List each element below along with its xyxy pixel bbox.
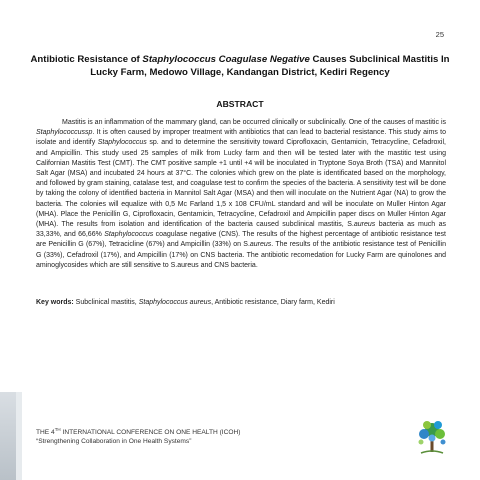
- abstract-italic-2: Staphylococcus: [97, 139, 147, 147]
- keywords: [36, 298, 446, 308]
- abstract-text-3: sp. and to determine the sensitivity toward Ciprofloxacin, Gentamicin, Tetracycline, Cefadroxil, and Ampicillin. This study used 25 samples of milk from Lucky farm and then will be tested later with the mastitic test using Californian Mastitis Test (CMT). The CMT positive sample +1 until +4 will be inoculated in Tryptone Soya Broth (TSA) and Mannitol Salt Agar (MSA) and incubated 24 hours at 37°C. The colonies which grew on the plate is identificated based on the morphology, and followed by gram staining, catalase test, and coagulase test to confirm the species of the bacteria. A sensitivity test will be done by taking the colony of identified bacteria in Mannitol Salt Agar (MSA) and then will inoculate on the Nutrient Agar (NA) to grow the bacteria. The colonies will equalize with 0,5 Mc Farland 1,5 x 108 CFU/mL standard and will be inoculate on Muller Hinton Agar (MHA). Place the Penicillin G, Ciprofloxacin, Gentamicin, Tetracycline, Cefadroxil and Ampicillin paper discs on Muller Hinton Agar (MHA). The results from isolation and identification of the bacteria caused subclinical mastitis, S.: [36, 139, 446, 229]
- keywords-label: Key words:: [36, 299, 74, 306]
- keywords-text-2: , Antibiotic resistance, Diary farm, Kediri: [211, 299, 335, 306]
- conference-name-post: INTERNATIONAL CONFERENCE ON ONE HEALTH (ICOH): [60, 429, 241, 436]
- conference-name-sup: TH: [54, 426, 61, 432]
- abstract-heading: ABSTRACT: [216, 99, 264, 109]
- title-organism: Staphylococcus Coagulase Negative: [142, 54, 310, 65]
- conference-footer: [36, 428, 366, 446]
- conference-name-pre: THE 4: [36, 429, 55, 436]
- keywords-italic: Staphylococcus aureus: [138, 299, 212, 306]
- keywords-text-1: Subclinical mastitis,: [73, 299, 139, 306]
- abstract-italic-5: aureus: [249, 241, 272, 249]
- abstract-text-5: coagulase negative (CNS). The results of the highest percentage of antibiotic resistance test are Penicillin G (67%), Tetracicline (67%) and Ampicillin (33%) on S.: [36, 231, 446, 249]
- footer-decor-strip-light: [16, 392, 22, 480]
- abstract-text-1: Mastitis is an inflammation of the mammary gland, can be occurred clinically or subclinically. One of the causes of mastitic is: [62, 119, 446, 126]
- conference-tagline: “Strengthening Collaboration in One Health Systems”: [36, 438, 192, 445]
- abstract-italic-1: Staphylococcussp: [36, 129, 93, 137]
- abstract-text-2: . It is often caused by improper treatment with antibiotics that can lead to bacterial resistance. This study aims to isolate and identify: [36, 129, 446, 147]
- title-line-2: Lucky Farm, Medowo Village, Kandangan District, Kediri Regency: [90, 66, 390, 78]
- footer-decor-strip: [0, 392, 16, 480]
- abstract-body: [36, 118, 446, 271]
- abstract-text-4: bacteria as much as 33,33%, and 66,66%: [36, 221, 446, 239]
- abstract-text-6: . The results of the antibiotic resistance test of Penicillin G (33%), Cefadroxil (17%), and Ampicillin (17%) on CNS bacteria. The antibiotic recomedation for Lucky Farm are quinolones and aminoglycosides which are still sensitive to S.aureus and CNS bacteria.: [36, 241, 446, 269]
- abstract-italic-3: aureus: [353, 221, 376, 229]
- one-health-tree-logo-icon: [415, 418, 449, 456]
- title-part-1: Antibiotic Resistance of: [30, 54, 143, 65]
- title-part-2: Causes Subclinical Mastitis In: [309, 54, 450, 65]
- paper-title: [30, 54, 450, 79]
- abstract-italic-4: Staphylococcus: [104, 231, 154, 239]
- page-number: 25: [435, 30, 444, 39]
